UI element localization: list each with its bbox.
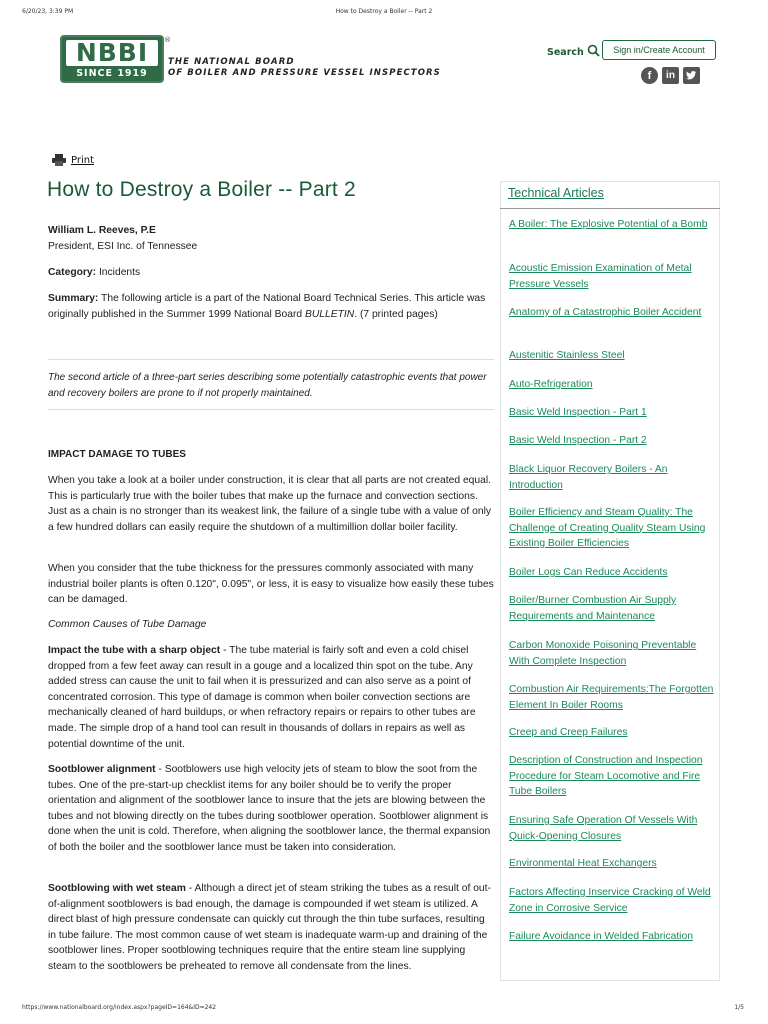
sidebar-article-link[interactable]: Creep and Creep Failures (509, 727, 628, 738)
category (48, 265, 494, 281)
sidebar-article-link[interactable]: Carbon Monoxide Poisoning Preventable With Complete Inspection (509, 640, 697, 667)
category-label: Category: (48, 267, 97, 278)
social-links (641, 67, 700, 84)
logo-registered-mark: ® (164, 36, 171, 44)
section-heading: IMPACT DAMAGE TO TUBES (48, 449, 186, 460)
print-label: Print (71, 155, 95, 166)
summary: Summary: The following article is a part of the National Board Technical Series. This article was originally published in the Summer 1999 National Board BULLETIN. (7 printed pages) (48, 293, 486, 320)
author-block (48, 223, 494, 254)
logo-since: SINCE 1919 (76, 68, 148, 79)
article-intro: The second article of a three-part series describing some potentially catastrophic events that power and recovery boilers are prone to if not properly maintained. (48, 372, 487, 399)
page-title: How to Destroy a Boiler -- Part 2 (47, 178, 356, 201)
sidebar-article-link[interactable]: Basic Weld Inspection - Part 2 (509, 435, 647, 446)
logo-tagline: THE NATIONAL BOARD OF BOILER AND PRESSURE VESSEL INSPECTORS (168, 57, 441, 78)
print-page-number: 1/5 (734, 1004, 744, 1011)
search-label: Search (547, 46, 584, 58)
divider (48, 359, 494, 360)
sidebar-article-link[interactable]: Factors Affecting Inservice Cracking of Weld Zone in Corrosive Service (509, 887, 711, 914)
paragraph: When you take a look at a boiler under construction, it is clear that all parts are not created equal. This is particularly true with the boiler tubes that make up the furnace and convection sections. Just as a chain is no stronger than its weakest link, the failure of a single tube with a value of only a few hundred dollars can easily require the shutdown of a multimillion dollar boiler facility. (48, 475, 492, 533)
sidebar-article-link[interactable]: Auto-Refrigeration (509, 379, 593, 390)
sidebar-divider (500, 208, 720, 209)
sidebar-article-link[interactable]: Boiler Efficiency and Steam Quality: The Challenge of Creating Quality Steam Using Existing Boiler Efficiencies (509, 507, 706, 549)
sidebar-article-link[interactable]: Boiler Logs Can Reduce Accidents (509, 567, 668, 578)
sidebar-article-link[interactable]: Environmental Heat Exchangers (509, 858, 657, 869)
author-role: President, ESI Inc. of Tennessee (48, 240, 198, 252)
paragraph-impact: Impact the tube with a sharp object - The tube material is fairly soft and even a cold chisel dropped from a few feet away can result in a gouge and a localized thin spot on the tube. Any added stress can cause the unit to fail when it is pressurized and can also serve as a point of concentrated corrosion. This type of damage is common when boiler convection sections are mechanically cleaned of hard buildups, or when refractory repairs or repairs to other tubes are made. The simple drop of a hand tool can result in thousands of dollars in repairs as well as potential downtime of the unit. (48, 645, 476, 750)
summary-label: Summary: (48, 293, 99, 304)
print-link[interactable] (52, 151, 94, 170)
category-value: Incidents (98, 267, 141, 278)
sidebar-article-link[interactable]: Anatomy of a Catastrophic Boiler Accident (509, 307, 702, 318)
linkedin-icon[interactable]: in (662, 67, 679, 84)
print-datetime: 6/20/23, 3:39 PM (22, 8, 74, 15)
subheading: Common Causes of Tube Damage (48, 619, 207, 630)
nbbi-logo[interactable] (60, 35, 164, 83)
paragraph: When you consider that the tube thickness for the pressures commonly associated with many industrial boiler plants is often 0.120", 0.095", or less, it is easy to visualize how easily these tubes can be damaged. (48, 563, 494, 606)
sidebar-article-link[interactable]: Combustion Air Requirements:The Forgotten Element In Boiler Rooms (509, 684, 714, 711)
sidebar-title[interactable]: Technical Articles (508, 186, 604, 200)
sidebar-article-link[interactable]: A Boiler: The Explosive Potential of a Bomb (509, 219, 708, 230)
logo-wordmark: NBBI (66, 40, 158, 66)
sidebar-article-link[interactable]: Description of Construction and Inspection Procedure for Steam Locomotive and Fire Tube Boilers (509, 755, 703, 797)
print-url: https://www.nationalboard.org/index.aspx?pageID=164&ID=242 (22, 1004, 217, 1011)
search-button[interactable] (547, 44, 600, 60)
paragraph-wet-steam: Sootblowing with wet steam - Although a direct jet of steam striking the tubes as a result of out-of-alignment sootblowers is bad enough, the damage is compounded if wet steam is utilized. A direct blast of high pressure condensate can quickly cut through the thin tube surfaces, resulting in tube failure. The most common cause of wet steam is inadequate warm-up and draining of the sootblower lines. Proper sootblowing techniques require that the entire steam line supplying steam to the sootblowers be preheated to remove all condensate from the lines. (48, 883, 491, 972)
twitter-icon[interactable] (683, 67, 700, 84)
author-name: William L. Reeves, P.E (48, 225, 156, 236)
print-page-title: How to Destroy a Boiler -- Part 2 (335, 8, 433, 15)
signin-button[interactable]: Sign in/Create Account (602, 40, 716, 60)
sidebar-article-link[interactable]: Boiler/Burner Combustion Air Supply Requirements and Maintenance (509, 595, 677, 622)
facebook-icon[interactable]: f (641, 67, 658, 84)
printer-icon (52, 151, 66, 170)
sidebar-article-link[interactable]: Black Liquor Recovery Boilers - An Introduction (509, 464, 668, 491)
divider (48, 409, 494, 410)
sidebar-article-link[interactable]: Ensuring Safe Operation Of Vessels With Quick-Opening Closures (509, 815, 698, 842)
sidebar-article-link[interactable]: Acoustic Emission Examination of Metal Pressure Vessels (509, 263, 692, 290)
sidebar-article-link[interactable]: Failure Avoidance in Welded Fabrication (509, 931, 693, 942)
sidebar-article-link[interactable]: Basic Weld Inspection - Part 1 (509, 407, 647, 418)
sidebar-article-link[interactable]: Austenitic Stainless Steel (509, 350, 625, 361)
search-icon (587, 44, 600, 60)
paragraph-sootblower-alignment: Sootblower alignment - Sootblowers use high velocity jets of steam to blow the soot from the tubes. One of the pre-start-up checklist items for any boiler should be to verify the proper orientation and alignment of the sootblower lance to insure that the jets are blowing between the tubes and not blowing directly on the tubes during sootblower operation. Sootblower alignment is done when the unit is cold. Therefore, when aligning the sootblower lance, the thermal expansion of both the boiler and the sootblower lance must be taken into consideration. (48, 764, 491, 853)
